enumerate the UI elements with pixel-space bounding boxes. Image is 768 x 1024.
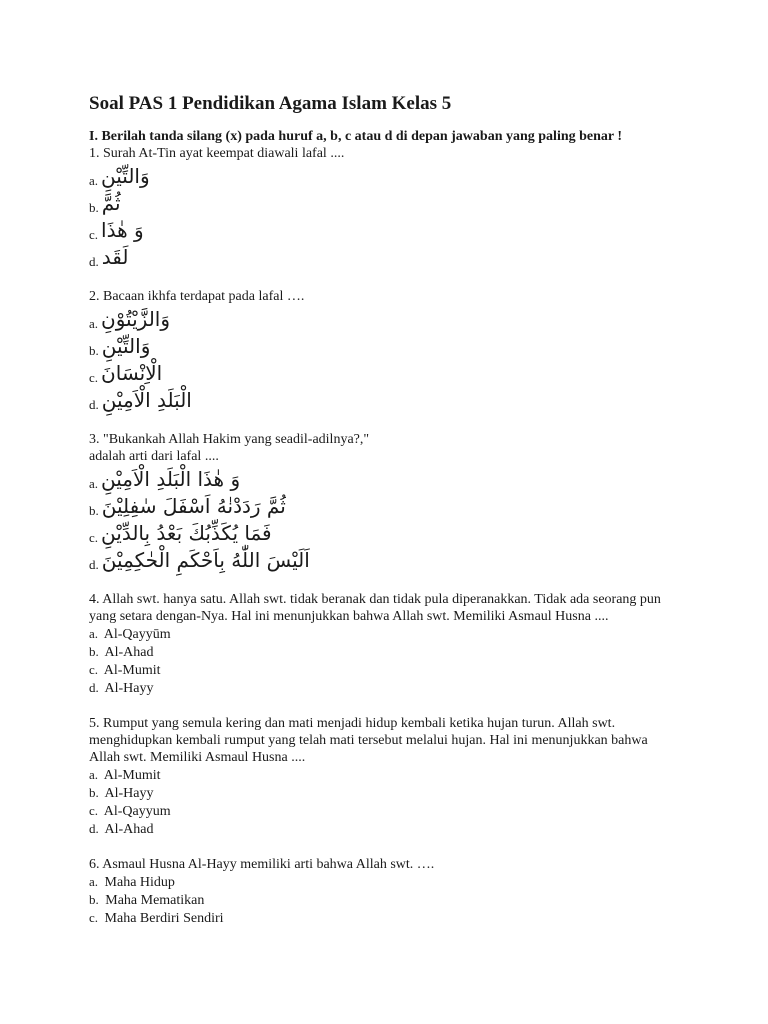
arabic-text: وَ هٰذَا الْبَلَدِ الْاَمِيْنِ [101, 467, 241, 491]
option-letter: b. [89, 343, 99, 358]
option-letter: c. [89, 530, 99, 545]
question-6 [89, 856, 679, 927]
arabic-text: وَالتِّيْنِ [101, 334, 151, 358]
option-c [89, 359, 679, 386]
option-letter: a. [89, 173, 99, 188]
option-text: Al-Mumit [103, 663, 161, 678]
option-text: Al-Ahad [104, 822, 154, 837]
question-text: 3. "Bukankah Allah Hakim yang seadil-adilnya?," [89, 432, 370, 447]
option-text: Al-Qayyum [103, 804, 171, 819]
option-letter: a. [89, 767, 99, 782]
option-d [89, 820, 679, 838]
option-b [89, 784, 679, 802]
question-text-continued: adalah arti dari lafal .... [89, 449, 219, 464]
arabic-text: اَلَيْسَ اللّٰهُ بِاَحْكَمِ الْحٰكِمِيْنَ [101, 548, 310, 572]
instruction-text: I. Berilah tanda silang (x) pada huruf a, b, c atau d di depan jawaban yang paling benar ! [89, 129, 623, 144]
option-text: Maha Hidup [104, 875, 175, 890]
option-a [89, 465, 679, 492]
arabic-text: وَ هٰذَا [101, 218, 144, 242]
question-3 [89, 431, 679, 573]
option-letter: a. [89, 626, 99, 641]
option-c [89, 216, 679, 243]
option-letter: b. [89, 892, 99, 907]
option-d [89, 386, 679, 413]
option-c [89, 802, 679, 820]
option-b [89, 332, 679, 359]
option-b [89, 643, 679, 661]
option-a [89, 625, 679, 643]
option-letter: b. [89, 503, 99, 518]
option-letter: d. [89, 680, 99, 695]
option-text: Al-Hayy [104, 681, 154, 696]
option-letter: d. [89, 821, 99, 836]
option-letter: c. [89, 910, 99, 925]
option-text: Al-Hayy [104, 786, 154, 801]
option-c [89, 909, 679, 927]
option-c [89, 661, 679, 679]
option-text: Maha Mematikan [105, 893, 205, 908]
option-c [89, 519, 679, 546]
arabic-text: الْبَلَدِ الْاَمِيْنِ [101, 388, 192, 412]
option-b [89, 492, 679, 519]
option-a [89, 305, 679, 332]
arabic-text: الْاِنْسَانَ [101, 361, 163, 385]
option-letter: b. [89, 644, 99, 659]
option-d [89, 243, 679, 270]
option-letter: c. [89, 370, 99, 385]
arabic-text: فَمَا يُكَذِّبُكَ بَعْدُ بِالدِّيْنِ [101, 521, 272, 545]
option-a [89, 873, 679, 891]
question-text: 4. Allah swt. hanya satu. Allah swt. tidak beranak dan tidak pula diperanakkan. Tidak ada seorang pun yang setara dengan-Nya. Hal ini menunjukkan bahwa Allah swt. Memiliki Asmaul Husna .... [89, 592, 661, 624]
option-text: Al-Mumit [103, 768, 161, 783]
page-title: Soal PAS 1 Pendidikan Agama Islam Kelas 5 [89, 93, 452, 114]
option-a [89, 162, 679, 189]
option-letter: a. [89, 316, 99, 331]
option-letter: c. [89, 227, 99, 242]
option-letter: a. [89, 476, 99, 491]
option-a [89, 766, 679, 784]
option-letter: b. [89, 785, 99, 800]
question-2 [89, 288, 679, 413]
option-letter: d. [89, 397, 99, 412]
arabic-text: وَالزَّيْتُوْنِ [101, 307, 170, 331]
option-letter: b. [89, 200, 99, 215]
option-letter: a. [89, 874, 99, 889]
arabic-text: ثُمَّ [101, 191, 121, 215]
option-letter: c. [89, 662, 99, 677]
option-d [89, 546, 679, 573]
question-text: 1. Surah At-Tin ayat keempat diawali lafal .... [89, 146, 345, 161]
option-text: Maha Berdiri Sendiri [104, 911, 224, 926]
option-letter: c. [89, 803, 99, 818]
document-page [89, 92, 679, 927]
option-letter: d. [89, 254, 99, 269]
question-text: 5. Rumput yang semula kering dan mati menjadi hidup kembali ketika hujan turun. Allah swt. menghidupkan kembali rumput yang telah mati tersebut melalui hujan. Hal ini menunjukkan bahwa Allah swt. Memiliki Asmaul Husna .... [89, 716, 648, 765]
option-d [89, 679, 679, 697]
question-text: 6. Asmaul Husna Al-Hayy memiliki arti bahwa Allah swt. …. [89, 857, 435, 872]
option-text: Al-Ahad [104, 645, 154, 660]
option-letter: d. [89, 557, 99, 572]
question-text: 2. Bacaan ikhfa terdapat pada lafal …. [89, 289, 305, 304]
arabic-text: لَقَد [101, 245, 129, 269]
question-1 [89, 145, 679, 270]
arabic-text: ثُمَّ رَدَدْنٰهُ اَسْفَلَ سٰفِلِيْنَ [101, 494, 286, 518]
option-b [89, 891, 679, 909]
question-4 [89, 591, 679, 697]
arabic-text: وَالتِّيْنِ [101, 164, 150, 188]
option-text: Al-Qayyūm [103, 627, 171, 642]
option-b [89, 189, 679, 216]
question-5 [89, 715, 679, 838]
